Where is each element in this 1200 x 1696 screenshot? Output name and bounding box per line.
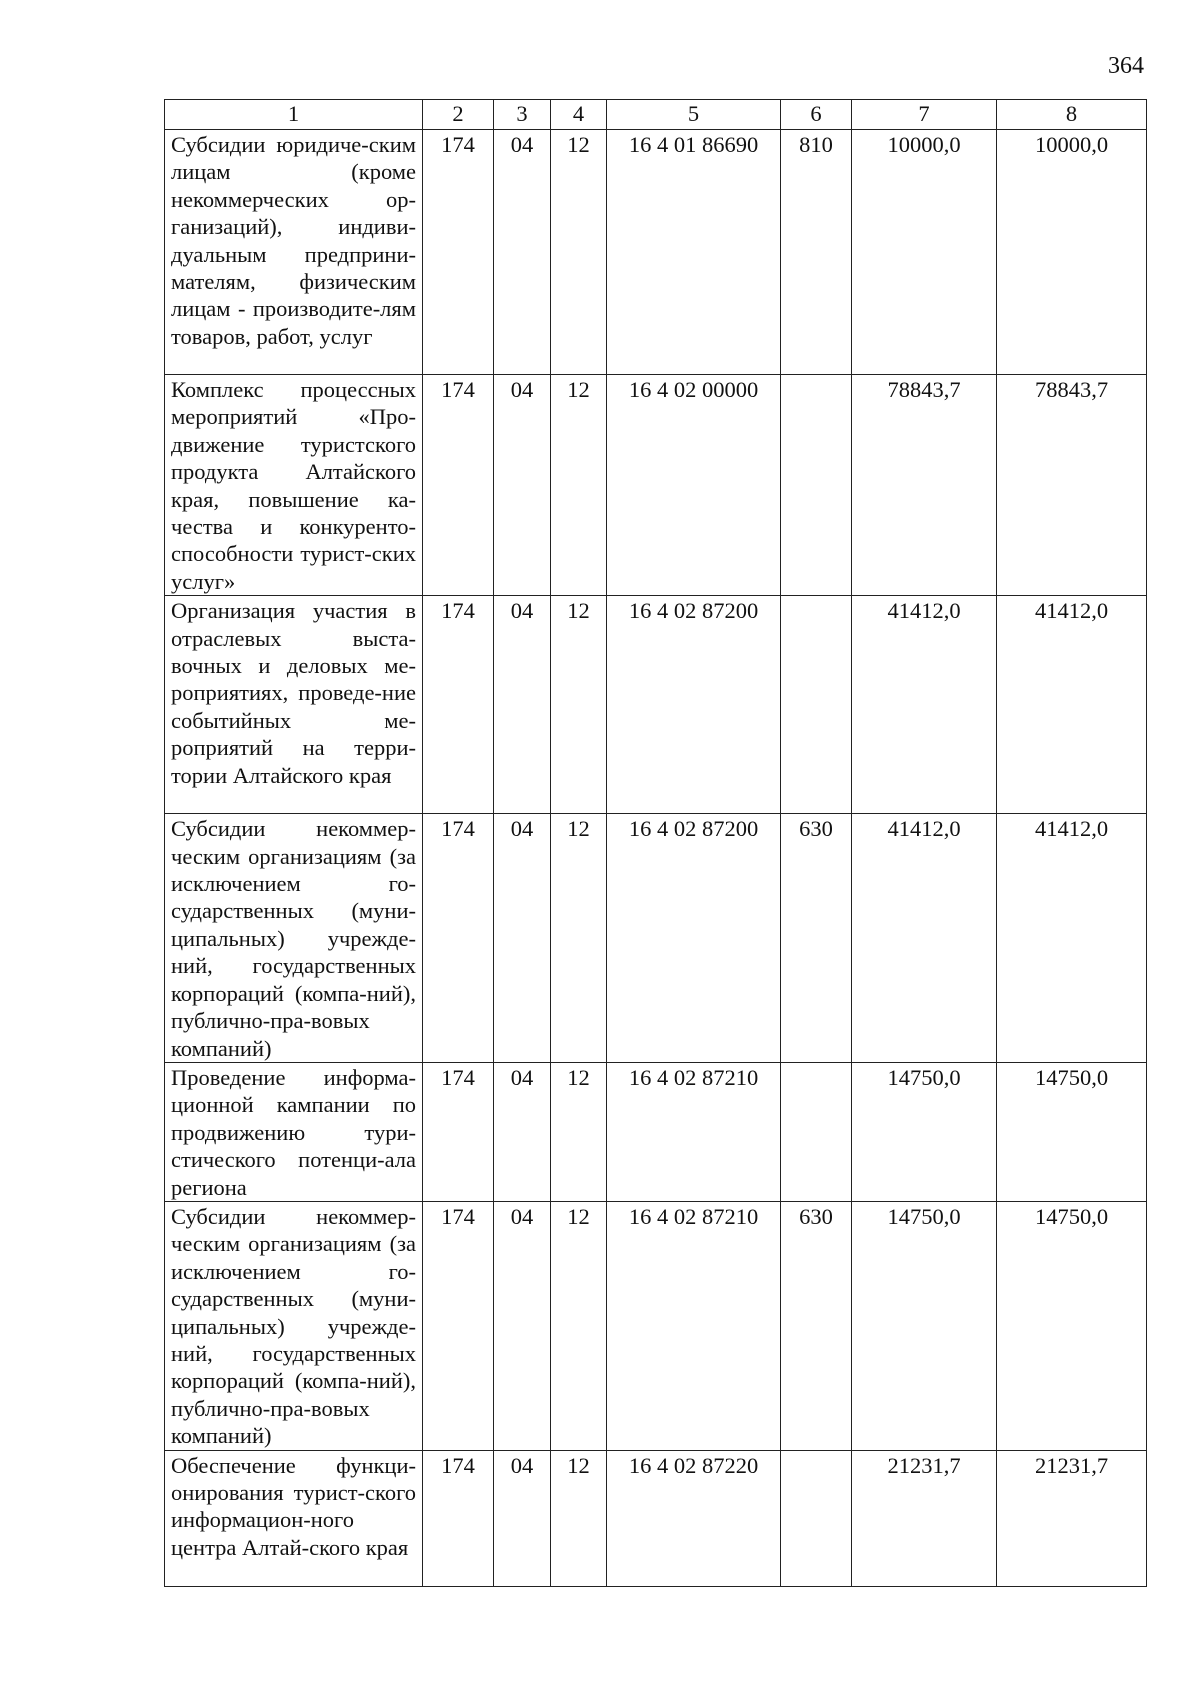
row-name-cell: Организация участия в отраслевых выста-вочных и деловых ме-роприятиях, проведе-ние событийных ме-роприятий на терри-тории Алтайского края [165, 596, 423, 814]
row-expense-type-cell: 810 [781, 130, 852, 375]
row-code-cell: 174 [423, 1201, 494, 1450]
header-cell-2: 2 [423, 100, 494, 130]
table-header-row [165, 100, 1147, 130]
row-subsection-cell: 12 [551, 130, 607, 375]
row-section-cell: 04 [494, 1201, 551, 1450]
row-expense-type-cell: 630 [781, 814, 852, 1063]
row-name-cell: Проведение информа-ционной кампании по продвижению тури-стического потенци-ала региона [165, 1062, 423, 1201]
row-amount-2-cell: 10000,0 [997, 130, 1147, 375]
row-amount-1-cell: 21231,7 [852, 1450, 997, 1586]
row-target-article-cell: 16 4 02 87210 [607, 1062, 781, 1201]
row-amount-2-cell: 41412,0 [997, 596, 1147, 814]
row-target-article-cell: 16 4 02 87210 [607, 1201, 781, 1450]
row-target-article-cell: 16 4 02 87200 [607, 814, 781, 1063]
row-amount-2-cell: 41412,0 [997, 814, 1147, 1063]
row-name-cell: Комплекс процессных мероприятий «Про-движение туристского продукта Алтайского края, повышение ка-чества и конкуренто-способности турист-ских услуг» [165, 375, 423, 596]
row-code-cell: 174 [423, 596, 494, 814]
row-expense-type-cell [781, 375, 852, 596]
row-subsection-cell: 12 [551, 814, 607, 1063]
header-cell-7: 7 [852, 100, 997, 130]
row-name-cell: Субсидии некоммер-ческим организациям (за исключением го-сударственных (муни-ципальных) учрежде-ний, государственных корпораций (компа-ний), публично-пра-вовых компаний) [165, 814, 423, 1063]
row-expense-type-cell [781, 1450, 852, 1586]
row-name-cell: Субсидии юридиче-ским лицам (кроме некоммерческих ор-ганизаций), индиви-дуальным предприни-мателям, физическим лицам - производите-лям товаров, работ, услуг [165, 130, 423, 375]
header-cell-1: 1 [165, 100, 423, 130]
row-amount-1-cell: 14750,0 [852, 1062, 997, 1201]
row-target-article-cell: 16 4 02 87200 [607, 596, 781, 814]
header-cell-8: 8 [997, 100, 1147, 130]
row-target-article-cell: 16 4 02 00000 [607, 375, 781, 596]
row-expense-type-cell: 630 [781, 1201, 852, 1450]
row-subsection-cell: 12 [551, 1062, 607, 1201]
page-number: 364 [1108, 53, 1144, 79]
budget-table [164, 99, 1147, 1587]
row-subsection-cell: 12 [551, 375, 607, 596]
row-expense-type-cell [781, 596, 852, 814]
row-code-cell: 174 [423, 375, 494, 596]
row-section-cell: 04 [494, 596, 551, 814]
row-section-cell: 04 [494, 375, 551, 596]
row-section-cell: 04 [494, 1450, 551, 1586]
table-row [165, 375, 1147, 596]
row-code-cell: 174 [423, 1062, 494, 1201]
row-amount-1-cell: 10000,0 [852, 130, 997, 375]
header-cell-6: 6 [781, 100, 852, 130]
row-section-cell: 04 [494, 130, 551, 375]
header-cell-4: 4 [551, 100, 607, 130]
row-expense-type-cell [781, 1062, 852, 1201]
row-amount-2-cell: 78843,7 [997, 375, 1147, 596]
header-cell-5: 5 [607, 100, 781, 130]
row-amount-2-cell: 14750,0 [997, 1062, 1147, 1201]
table-row [165, 1062, 1147, 1201]
row-section-cell: 04 [494, 1062, 551, 1201]
row-subsection-cell: 12 [551, 1201, 607, 1450]
row-subsection-cell: 12 [551, 1450, 607, 1586]
row-amount-2-cell: 21231,7 [997, 1450, 1147, 1586]
row-subsection-cell: 12 [551, 596, 607, 814]
table-row [165, 596, 1147, 814]
table-row [165, 130, 1147, 375]
row-name-cell: Субсидии некоммер-ческим организациям (за исключением го-сударственных (муни-ципальных) учрежде-ний, государственных корпораций (компа-ний), публично-пра-вовых компаний) [165, 1201, 423, 1450]
table-row [165, 814, 1147, 1063]
row-target-article-cell: 16 4 02 87220 [607, 1450, 781, 1586]
row-amount-1-cell: 78843,7 [852, 375, 997, 596]
row-amount-1-cell: 41412,0 [852, 596, 997, 814]
row-code-cell: 174 [423, 1450, 494, 1586]
row-name-cell: Обеспечение функци-онирования турист-ского информацион-ного центра Алтай-ского края [165, 1450, 423, 1586]
table-row [165, 1201, 1147, 1450]
table-row [165, 1450, 1147, 1586]
row-code-cell: 174 [423, 130, 494, 375]
row-code-cell: 174 [423, 814, 494, 1063]
row-target-article-cell: 16 4 01 86690 [607, 130, 781, 375]
row-amount-1-cell: 14750,0 [852, 1201, 997, 1450]
header-cell-3: 3 [494, 100, 551, 130]
row-section-cell: 04 [494, 814, 551, 1063]
row-amount-2-cell: 14750,0 [997, 1201, 1147, 1450]
row-amount-1-cell: 41412,0 [852, 814, 997, 1063]
